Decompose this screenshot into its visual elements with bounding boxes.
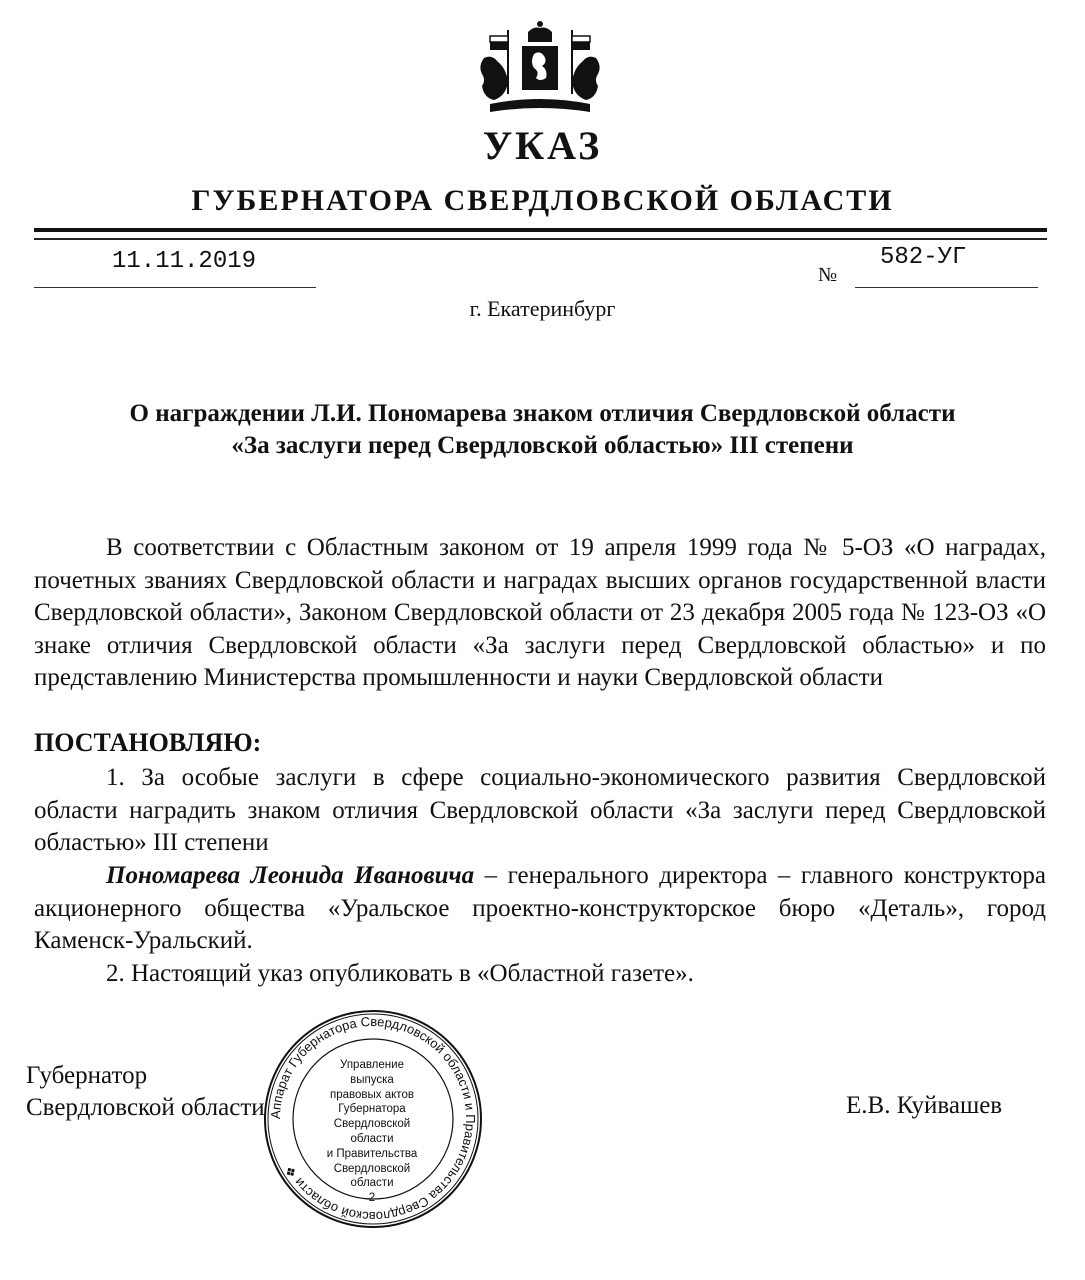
seal-line: выпуска bbox=[350, 1073, 394, 1086]
decree-word: ПОСТАНОВЛЯЮ: bbox=[34, 728, 262, 757]
awardee-name: Пономарева Леонида Ивановича bbox=[106, 862, 475, 889]
preamble-paragraph: В соответствии с Областным законом от 19 апреля 1999 года № 5-ОЗ «О наградах, почетных званиях Свердловской области и наградах высших органов государственной власти Свердловской области», Законом Свердловской области от 23 декабря 2005 года № 123-ОЗ «О знаке отличия Свердловской области «За заслуги перед Свердловской областью» и по представлению Министерства промышленности и науки Свердловской области bbox=[34, 534, 1046, 691]
awardee-paragraph bbox=[34, 860, 1046, 958]
number-sign: № bbox=[818, 264, 838, 286]
header-divider-thick bbox=[34, 228, 1047, 232]
document-date: 11.11.2019 bbox=[112, 248, 257, 275]
document-number: 582-УГ bbox=[880, 244, 967, 271]
document-type-title: УКАЗ bbox=[482, 123, 603, 168]
city-line: г. Екатеринбург bbox=[469, 296, 616, 321]
seal-line: правовых актов bbox=[330, 1088, 414, 1101]
awardee-position: – генерального директора – главного конструктора акционерного общества «Уральское проектно-конструкторское бюро «Деталь», город Каменск-Уральский. bbox=[34, 862, 1046, 954]
seal-ring-text: Аппарат Губернатора Свердловской области и Правительства Свердловской области ❖ bbox=[267, 1013, 479, 1225]
number-underline bbox=[855, 287, 1038, 288]
header-divider-thin bbox=[34, 238, 1047, 240]
seal-line: 2 bbox=[368, 1192, 376, 1205]
item-2-paragraph: 2. Настоящий указ опубликовать в «Областной газете». bbox=[106, 960, 694, 987]
signatory-title bbox=[26, 1060, 265, 1124]
heading-line-1: О награждении Л.И. Пономарева знаком отличия Свердловской области bbox=[129, 400, 956, 427]
document-heading bbox=[40, 398, 1045, 462]
seal-line: Губернатора bbox=[338, 1103, 406, 1116]
heading-line-2: «За заслуги перед Свердловской областью» III степени bbox=[231, 432, 854, 459]
issuer-subtitle: ГУБЕРНАТОРА СВЕРДЛОВСКОЙ ОБЛАСТИ bbox=[191, 184, 894, 217]
seal-line: Свердловской bbox=[333, 1162, 411, 1175]
seal-line: Свердловской области bbox=[333, 1118, 411, 1145]
coat-of-arms-icon bbox=[470, 8, 610, 118]
seal-line: и Правительства bbox=[326, 1147, 418, 1160]
item-1-paragraph: 1. За особые заслуги в сфере социально-экономического развития Свердловской области наградить знаком отличия Свердловской области «За заслуги перед Свердловской областью» III степени bbox=[34, 764, 1046, 856]
signatory-title-line-2: Свердловской области bbox=[26, 1094, 265, 1121]
signatory-title-line-1: Губернатор bbox=[26, 1062, 148, 1089]
seal-line: Управление bbox=[340, 1059, 404, 1071]
date-underline bbox=[34, 287, 316, 288]
signatory-name: Е.В. Куйвашев bbox=[846, 1092, 1003, 1119]
seal-inner-text bbox=[312, 1058, 432, 1206]
seal-line: области bbox=[350, 1177, 394, 1190]
